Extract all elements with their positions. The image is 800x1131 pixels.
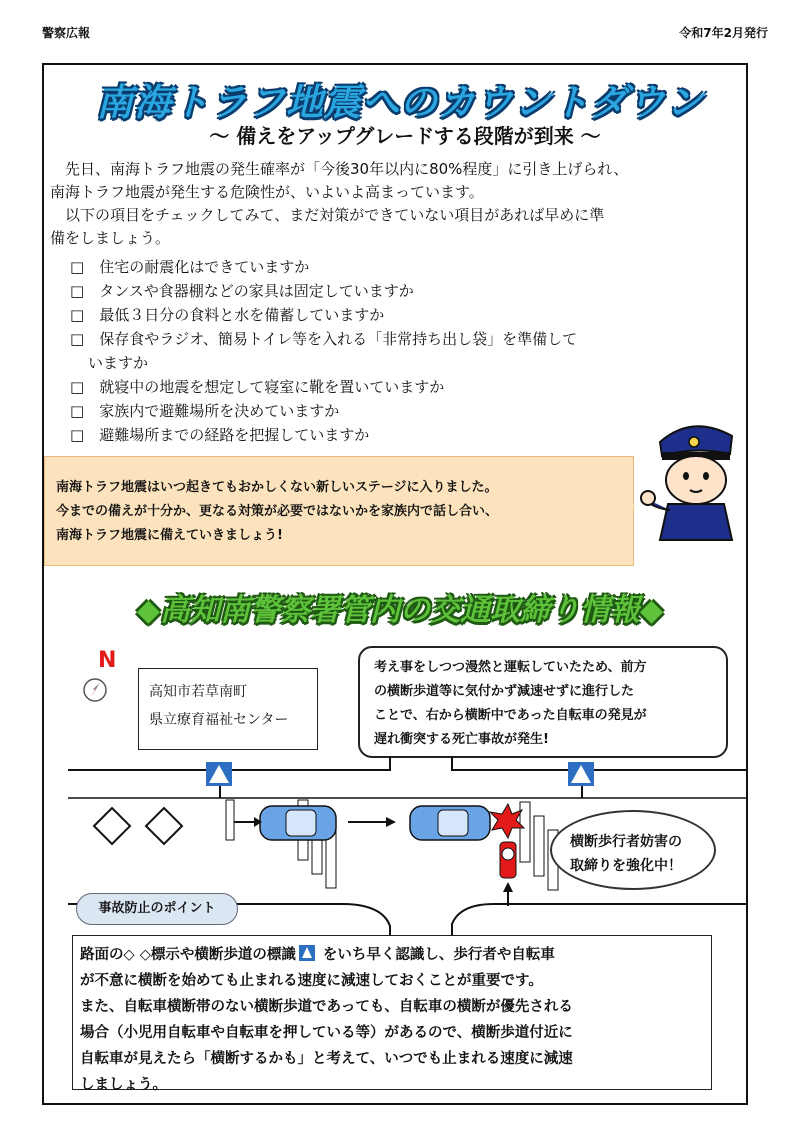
checkbox-icon[interactable]: □ [70,306,85,324]
enforcement-bubble [550,810,716,890]
tip-line: 路面の◇ ◇標示や横断歩道の標識 をいち早く認識し、歩行者や自転車 [80,947,555,963]
preparedness-checklist [70,256,690,448]
tip-line: また、自転車横断帯のない横断歩道であっても、自転車の横断が優先される [80,999,573,1015]
callout-line: 南海トラフ地震に備えていきましょう! [56,528,283,543]
article-subtitle: ～ 備えをアップグレードする段階が到来 ～ [209,124,601,148]
location-line: 県立療育福祉センター [149,712,289,728]
article-title: 南海トラフ地震へのカウントダウン [96,81,704,124]
crossing-sign-icon [299,945,315,961]
north-label: N [98,648,117,673]
checkbox-icon[interactable]: □ [70,330,85,348]
collision-icon [490,804,524,838]
arrow-icon [503,882,513,906]
checkbox-icon[interactable]: □ [70,282,85,300]
intro-line: 南海トラフ地震が発生する危険性が、いよいよ高まっています。 [50,183,484,201]
prevention-badge: 事故防止のポイント [76,893,238,925]
compass-icon [82,677,108,703]
list-item: □ 住宅の耐震化はできていますか [70,258,310,276]
police-mascot-illustration [640,412,746,542]
prevention-tips-text [80,942,708,1098]
diamond-marking [94,808,130,844]
crossing-sign-icon [568,762,594,798]
tip-line: 場合（小児用自転車や自転車を押している等）があるので、横断歩道付近に [80,1025,573,1041]
accident-description-bubble [358,646,728,758]
road-edge [452,756,748,770]
diamond-marking [146,808,182,844]
accident-line: 遅れ衝突する死亡事故が発生! [374,732,549,747]
intro-line: 備をしましょう。 [50,229,171,247]
pointing-hand-icon [641,491,655,505]
list-item: □ タンスや食器棚などの家具は固定していますか [70,282,414,300]
accident-line: の横断歩道等に気付かず減速せずに進行した [374,684,635,699]
arrow-icon [234,817,262,827]
intro-line: 先日、南海トラフ地震の発生確率が「今後30年以内に80%程度」に引き上げられ、 [50,160,629,178]
stop-line [226,800,234,840]
tip-line: しましょう。 [80,1077,167,1093]
list-item: □ 避難場所までの経路を把握していますか [70,426,370,444]
tip-line: が不意に横断を始めても止まれる速度に減速しておくことが重要です。 [80,973,543,989]
arrow-icon [348,817,396,827]
badge-icon [689,437,699,447]
accident-line: 考え事をしつつ漫然と運転していたため、前方 [374,660,647,675]
list-item: □ 家族内で避難場所を決めていますか [70,402,340,420]
enforcement-line: 取締りを強化中！ [570,858,682,874]
intro-paragraph [50,158,740,250]
list-item-continuation: いますか [88,354,149,372]
tip-line: 自転車が見えたら「横断するかも」と考えて、いつでも止まれる速度に減速 [80,1051,573,1067]
traffic-title: ◆高知南警察署管内の交通取締り情報◆ [136,593,664,628]
diamond-marking-glyph: ◇ ◇ [123,947,151,963]
list-item: □ 保存食やラジオ、簡易トイレ等を入れる「非常持ち出し袋」を準備して [70,330,578,348]
publication-label: 警察広報 [42,26,91,40]
crossing-sign-icon [206,762,232,798]
checkbox-icon[interactable]: □ [70,402,85,420]
callout-text [56,476,498,548]
cyclist-icon [500,842,516,878]
callout-line: 今までの備えが十分か、更なる対策が必要ではないかを家族内で話し合い、 [56,504,499,519]
car-icon [260,806,336,840]
intro-line: 以下の項目をチェックしてみて、まだ対策ができていない項目があれば早めに準 [50,206,605,224]
car-icon [410,806,490,840]
checkbox-icon[interactable]: □ [70,426,85,444]
callout-pointer [596,484,636,528]
checkbox-icon[interactable]: □ [70,258,85,276]
callout-line: 南海トラフ地震はいつ起きてもおかしくない新しいステージに入りました。 [56,480,498,495]
location-line: 高知市若草南町 [149,684,247,700]
list-item: □ 最低３日分の食料と水を備蓄していますか [70,306,385,324]
location-box [138,668,318,750]
road-edge [452,904,748,936]
enforcement-line: 横断歩行者妨害の [570,834,682,850]
issue-date: 令和7年2月発行 [679,26,768,40]
accident-line: ことで、右から横断中であった自転車の発見が [374,708,647,723]
checkbox-icon[interactable]: □ [70,378,85,396]
list-item: □ 就寝中の地震を想定して寝室に靴を置いていますか [70,378,445,396]
